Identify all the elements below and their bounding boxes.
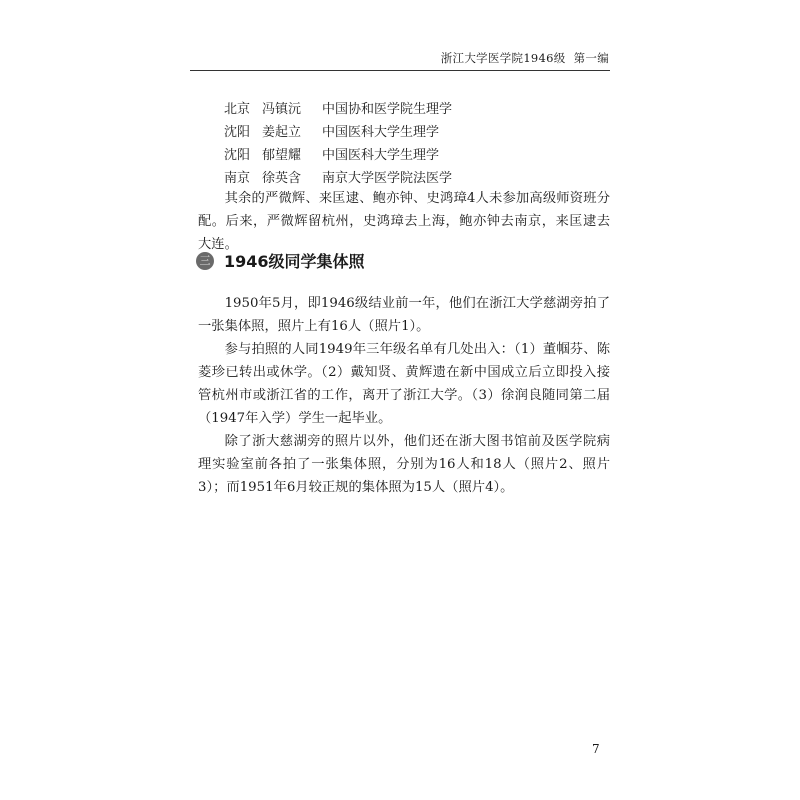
running-header (441, 50, 609, 66)
body-paragraph: 1950年5月，即1946级结业前一年，他们在浙江大学慈湖旁拍了一张集体照，照片上有16人（照片1）。 (198, 296, 610, 334)
allocation-institution: 南京大学医学院法医学 (322, 171, 453, 186)
allocation-list (224, 98, 452, 190)
section-title: 1946级同学集体照 (224, 252, 365, 271)
allocation-city: 北京 (224, 102, 251, 117)
allocation-institution: 中国医科大学生理学 (322, 148, 440, 163)
remaining-students-paragraph: 其余的严微辉、来匡逮、鲍亦钟、史鸿璋4人未参加高级师资班分配。后来，严微辉留杭州，史鸿璋去上海，鲍亦钟去南京，来匡逮去大连。 (198, 191, 610, 252)
allocation-name: 冯镇沅 (262, 102, 302, 117)
allocation-city: 沈阳 (224, 125, 251, 140)
header-part: 第一编 (573, 51, 609, 65)
allocation-name: 徐英含 (262, 171, 302, 186)
allocation-institution: 中国协和医学院生理学 (322, 102, 453, 117)
allocation-row (224, 144, 452, 167)
body-paragraph: 除了浙大慈湖旁的照片以外，他们还在浙大图书馆前及医学院病理实验室前各拍了一张集体照，分别为16人和18人（照片2、照片3）；而1951年6月较正规的集体照为15人（照片4）。 (198, 434, 610, 495)
allocation-row (224, 98, 452, 121)
allocation-row (224, 121, 452, 144)
section-number-badge: 三 (196, 252, 214, 270)
body-paragraph: 参与拍照的人同1949年三年级名单有几处出入：（1）董帼芬、陈菱珍已转出或休学。（2）戴知贤、黄辉遗在新中国成立后立即投入接管杭州市或浙江省的工作，离开了浙江大学。（3）徐润良随同第二届（1947年入学）学生一起毕业。 (198, 342, 610, 426)
header-book-title: 浙江大学医学院1946级 (440, 51, 566, 65)
page-number: 7 (592, 742, 600, 756)
allocation-city: 南京 (224, 171, 251, 186)
allocation-name: 姜起立 (262, 125, 302, 140)
allocation-institution: 中国医科大学生理学 (322, 125, 440, 140)
allocation-city: 沈阳 (224, 148, 251, 163)
section-heading (196, 249, 365, 272)
allocation-name: 郁望耀 (262, 148, 302, 163)
header-rule (190, 70, 610, 71)
